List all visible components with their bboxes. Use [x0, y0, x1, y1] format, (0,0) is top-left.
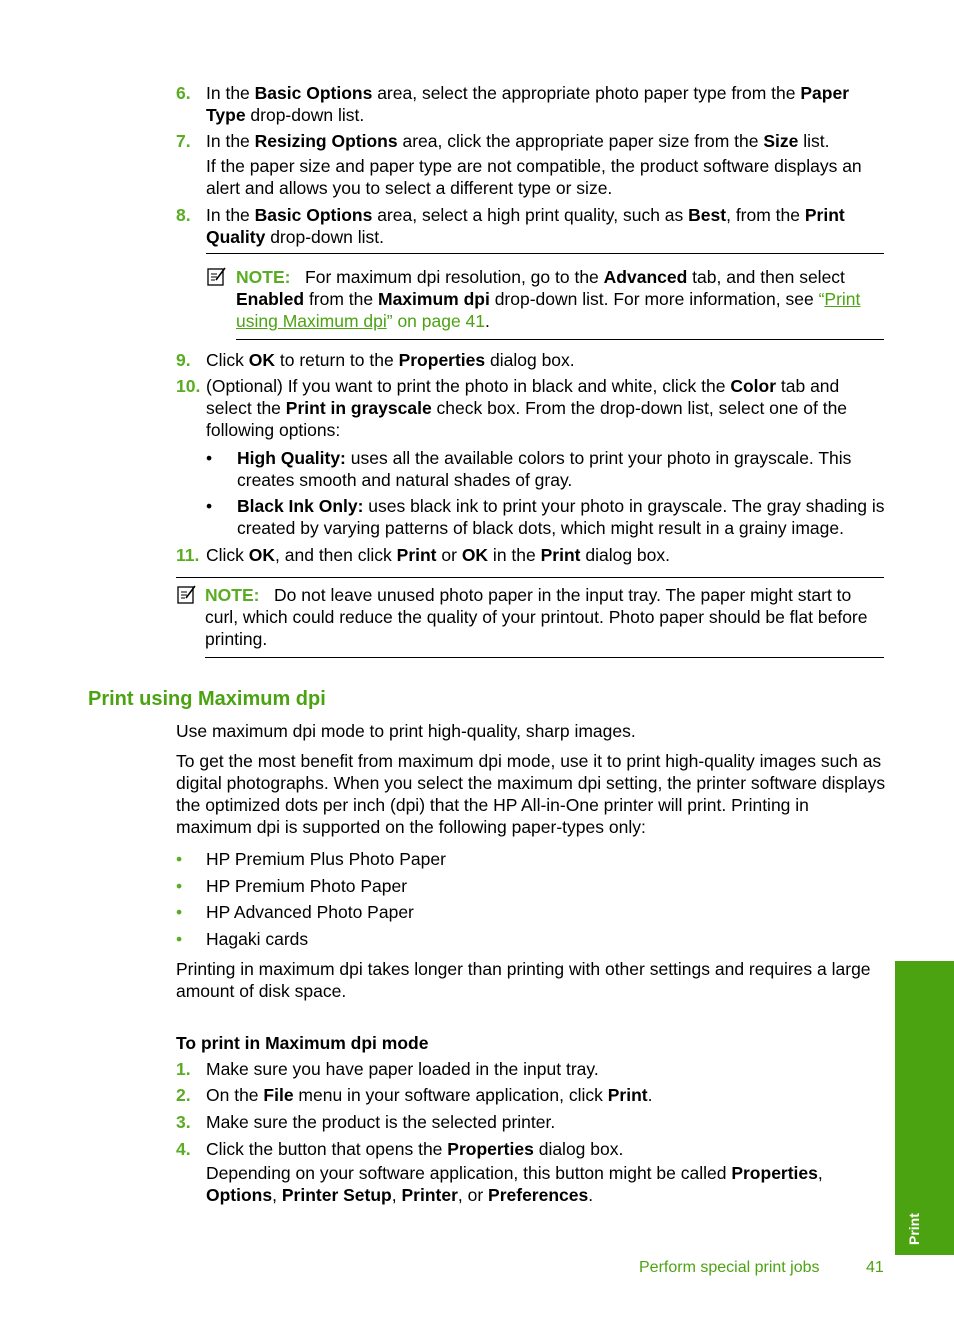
note-icon: [176, 584, 198, 606]
step-6-number: 6.: [176, 83, 191, 103]
step-11-text: Click OK, and then click Print or OK in the Print dialog box.: [206, 545, 670, 565]
note-1-body: NOTE: For maximum dpi resolution, go to the Advanced tab, and then select Enabled from the Maximum dpi drop-down list. For more information, see “Print using Maximum dpi” on page 41.: [236, 267, 861, 331]
note-1-bottom-rule: [236, 339, 884, 340]
proc-step-2-text: On the File menu in your software application, click Print.: [206, 1085, 653, 1105]
step-7-text: In the Resizing Options area, click the appropriate paper size from the Size list.: [206, 131, 830, 151]
proc-step-3-text: Make sure the product is the selected printer.: [206, 1112, 556, 1132]
option-black-ink-only: Black Ink Only: uses black ink to print your photo in grayscale. The gray shading is created by varying patterns of black dots, which might result in a grainy image.: [237, 496, 885, 538]
footer-page-number: 41: [866, 1259, 884, 1276]
step-8-text: In the Basic Options area, select a high print quality, such as Best, from the Print Quality drop-down list.: [206, 205, 845, 247]
side-tab-label: Print: [906, 1213, 922, 1245]
proc-step-4-text: Click the button that opens the Properties dialog box.: [206, 1139, 624, 1159]
option-high-quality: High Quality: uses all the available colors to print your photo in grayscale. This creates smooth and natural shades of gray.: [237, 448, 852, 490]
bullet: •: [206, 448, 213, 468]
note-icon: [206, 266, 228, 288]
note-2-label: NOTE:: [205, 585, 260, 605]
bullet: •: [176, 929, 183, 949]
section-heading: Print using Maximum dpi: [88, 688, 326, 710]
print-max-dpi-link[interactable]: “Print using Maximum dpi” on page 41: [236, 289, 861, 331]
step-10-text: (Optional) If you want to print the photo in black and white, click the Color tab and select the Print in grayscale check box. From the drop-down list, select one of the following options:: [206, 376, 848, 440]
paper-type-item: HP Premium Photo Paper: [206, 876, 408, 896]
section-paragraph-2: Printing in maximum dpi takes longer than printing with other settings and requires a large amount of disk space.: [176, 959, 871, 1001]
note-1-top-rule: [206, 253, 884, 254]
bullet: •: [176, 876, 183, 896]
note-1-text: For maximum dpi resolution, go to the Advanced tab, and then select Enabled from the Maximum dpi drop-down list. For more information, see: [236, 267, 845, 309]
proc-step-4-number: 4.: [176, 1139, 191, 1159]
procedure-title: To print in Maximum dpi mode: [176, 1033, 429, 1053]
proc-step-1-number: 1.: [176, 1059, 191, 1079]
step-10-number: 10.: [176, 376, 201, 396]
note-2-text: Do not leave unused photo paper in the input tray. The paper might start to curl, which could reduce the quality of your printout. Photo paper should be flat before printing.: [205, 585, 868, 649]
step-7-detail: If the paper size and paper type are not compatible, the product software displays an alert and allows you to select a different type or size.: [206, 156, 862, 198]
proc-step-1-text: Make sure you have paper loaded in the input tray.: [206, 1059, 599, 1079]
paper-type-item: HP Advanced Photo Paper: [206, 902, 414, 922]
proc-step-2-number: 2.: [176, 1085, 191, 1105]
bullet: •: [176, 849, 183, 869]
section-intro: Use maximum dpi mode to print high-quality, sharp images.: [176, 721, 636, 741]
step-9-number: 9.: [176, 350, 191, 370]
step-8-number: 8.: [176, 205, 191, 225]
note-2-bottom-rule: [205, 657, 884, 658]
bullet: •: [206, 496, 213, 516]
proc-step-3-number: 3.: [176, 1112, 191, 1132]
section-paragraph: To get the most benefit from maximum dpi mode, use it to print high-quality images such as digital photographs. When you select the maximum dpi setting, the printer software displays the optimized dots per inch (dpi) that the HP All-in-One printer will print. Printing in maximum dpi is supported on the following paper-types only:: [176, 751, 886, 837]
paper-type-item: Hagaki cards: [206, 929, 309, 949]
step-9-text: Click OK to return to the Properties dialog box.: [206, 350, 575, 370]
step-6-text: In the Basic Options area, select the appropriate photo paper type from the Paper Type drop-down list.: [206, 83, 850, 125]
step-11-number: 11.: [176, 545, 200, 565]
note-2-top-rule: [176, 577, 884, 578]
note-2-body: [205, 584, 886, 650]
paper-type-item: HP Premium Plus Photo Paper: [206, 849, 446, 869]
proc-step-4-detail: Depending on your software application, this button might be called Properties, Options, Printer Setup, Printer, or Preferences.: [206, 1163, 823, 1205]
step-7-number: 7.: [176, 131, 191, 151]
footer-section-name: Perform special print jobs: [639, 1259, 820, 1276]
section-side-tab: [895, 961, 954, 1255]
bullet: •: [176, 902, 183, 922]
note-1-label: NOTE:: [236, 267, 291, 287]
